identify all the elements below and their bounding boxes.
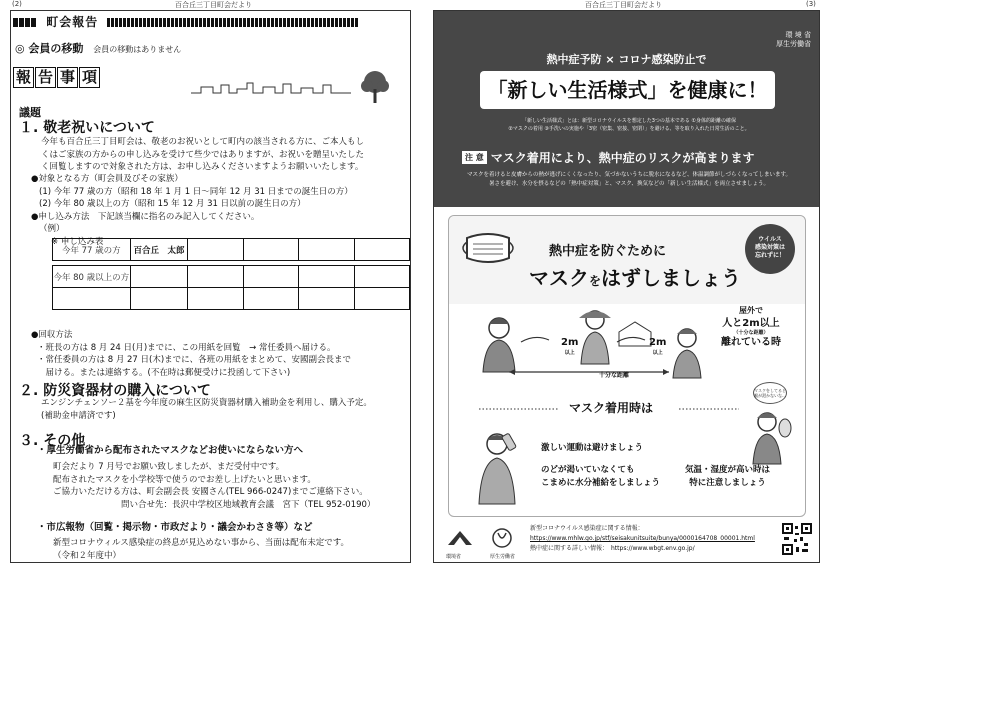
target-item: (1) 今年 77 歳の方（昭和 18 年 1 月 1 日～同年 12 月 31 日までの誕生日の方） [39,186,353,197]
card-subtitle: 熱中症を防ぐために [549,244,667,259]
form-cell[interactable] [299,288,354,310]
caution-banner [462,149,755,166]
poster-header [434,11,819,207]
mask-removal-card [448,215,806,517]
house-icon [619,322,651,346]
person-icon [579,311,611,364]
form-caption: ※ 申し込み表 [51,236,104,247]
mask-wearing-heading: マスク着用時は [569,401,654,415]
form-cell[interactable] [243,288,298,310]
body-line: (補助金申請済です) [41,410,116,421]
virus-reminder-badge [745,224,795,274]
section-1-body [41,136,364,174]
bubble-line: 喉が渇かないな... [754,393,786,398]
tip-line: のどが渇いていなくても [541,465,635,475]
application-form-table [52,238,410,310]
body-line: ご協力いただける方は、町会副会長 安國さん(TEL 966-0247)までご連絡下さい。 [53,487,368,497]
enough-distance-label: 十分な距離 [599,372,630,379]
distance-value: 2m [561,337,579,348]
ministry-names [776,31,811,49]
outdoor-line: （十分な距離） [733,330,769,336]
fanning-person-icon [745,406,795,466]
warn-line: 暑さを避け、水分を摂るなどの「熱中症対策」と、マスク、換気などの「新しい生活様式」を両立させましょう。 [488,181,770,187]
bubble-line: マスクをしてると [754,388,786,393]
tip-line: 気温・湿度が高い時は [685,465,771,475]
section-3-sub2-body [53,537,349,562]
member-changes-label: ◎ 会員の移動 [15,42,84,55]
form-row-label: 今年 77 歳の方 [53,239,131,261]
body-line: エンジンチェンソー２基を今年度の麻生区防災資器材購入補助金を利用し、購入予定。 [41,398,372,408]
report-title-char: 告 [35,67,56,88]
form-cell[interactable] [243,266,298,288]
form-cell[interactable] [299,239,354,261]
report-title-char: 報 [13,67,34,88]
target-item: (2) 今年 80 歳以上の方（昭和 15 年 12 月 31 日以前の誕生日の方） [39,199,306,209]
application-method: ●申し込み方法 下記該当欄に指名のみ記入してください。 [31,211,260,222]
desc-line: 「新しい生活様式」とは：新型コロナウイルスを想定した3つの基本である ①身体的距離の確保 [522,118,736,124]
section-3-sub1-body [53,461,375,511]
section-2-body [41,397,372,422]
caution-message: マスク着用により、熱中症のリスクが高まります [490,151,755,165]
section-title: 町会報告 [46,15,99,29]
badge-line: 感染対策は [754,244,785,251]
report-title-char: 事 [57,67,78,88]
right-running-header: 百合丘三丁目町会だより [585,1,662,9]
form-cell[interactable] [354,288,409,310]
outdoor-distance-note [721,304,781,349]
form-cell[interactable] [243,239,298,261]
report-title [13,67,101,88]
info-link-url[interactable]: https://www.mhlw.go.jp/stf/seisakunitsuite/bunya/0000164708_00001.html [530,535,755,542]
desc-line: ②マスクの着用 ③手洗いの実施や「3密（密集、密接、密閉）」を避ける、等を取り入れた日常生活のこと。 [508,126,750,132]
info-link-heat[interactable]: 熱中症に関する詳しい情報： https://www.wbgt.env.go.jp/ [530,545,695,552]
form-cell[interactable] [188,239,243,261]
form-example-name: 百合丘 太郎 [130,239,188,261]
card-title-part: マスク [529,266,589,290]
speech-bubble [753,382,787,404]
ministry-name: 環 境 省 [785,31,811,39]
left-running-header: 百合丘三丁目町会だより [175,1,252,9]
body-line: 今年も百合丘三丁目町会は、敬老のお祝いとして町内の該当される方に、ご本人もし [41,137,365,147]
form-cell[interactable] [299,266,354,288]
mask-icon [459,230,517,268]
member-changes-note: 会員の移動はありません [93,45,182,54]
table-row [53,288,410,310]
distance-left-label [561,338,578,358]
right-page-poster [433,10,820,563]
form-cell[interactable] [188,266,243,288]
section-3-sub2: ・市広報物（回覧・掲示物・市政だより・議会かわさき等）など [37,522,313,533]
distance-right-label [649,338,666,358]
table-row [53,239,410,261]
health-ministry-logo-icon [493,529,511,547]
contact-line: 問い合せ先：長沢中学校区地域教育会議 宮下（TEL 952-0190） [121,499,376,510]
outdoor-line: 人と2m以上 [722,318,780,329]
environment-ministry-caption: 環境省 [446,554,462,560]
target-label: ●対象となる方（町会員及びその家族） [31,174,183,184]
tip-hydrate [541,464,660,490]
form-cell[interactable] [354,266,409,288]
outdoor-line: 屋外で [739,306,763,315]
tip-line: 特に注意しましょう [689,478,766,488]
card-title-particle: を [589,274,602,288]
collect-line: ・班長の方は 8 月 24 日(月)までに、この用紙を回覧 → 常任委員へ届ける。 [37,342,336,353]
form-cell[interactable] [130,288,188,310]
tip-avoid-exercise: 激しい運動は避けましょう [541,443,644,453]
badge-line: ウイルス [758,236,782,243]
form-cell[interactable] [130,266,188,288]
collection-method [31,329,351,379]
distance-value: 2m [649,337,667,348]
form-cell[interactable] [188,288,243,310]
distance-suffix: 以上 [564,350,575,356]
tip-heat-humidity [685,464,770,490]
caution-tag: 注 意 [462,151,487,164]
drinking-person-icon [471,426,531,506]
person-icon [483,318,515,372]
target-section [31,173,353,248]
collect-line: ・常任委員の方は 8 月 27 日(木)までに、各班の用紙をまとめて、安國副会長まで [37,355,351,365]
tree-icon [355,69,395,105]
table-row [53,266,410,288]
form-cell[interactable] [53,288,131,310]
ministry-logos [444,527,524,553]
body-line: く回覧しますので対象された方は、お申し込みくださいますようお願いいたします。 [41,162,364,172]
report-title-char: 項 [79,67,100,88]
card-main-title [529,262,741,291]
outdoor-line: 離れている時 [721,337,781,348]
section-title-bar [13,13,409,30]
example-label: （例） [39,224,65,234]
body-line: （令和２年度中） [53,550,122,561]
warn-line: マスクを着けると皮膚からの熱が逃げにくくなったり、気づかないうちに脱水になるなど、体温調節がしづらくなってしまいます。 [466,172,792,178]
body-line: くはご家族の方からの申し込みを受けて些少ではありますが、お祝いを贈呈いたした [41,149,365,160]
ministry-name: 厚生労働省 [776,40,811,48]
person-icon [673,329,701,378]
skyline-icon [191,79,351,97]
form-row-label: 今年 80 歳以上の方 [53,266,131,288]
card-title-part: はずしましょう [601,266,742,290]
tip-line: こまめに水分補給をしましょう [541,478,661,488]
poster-subtitle: 熱中症予防 × コロナ感染防止で [546,53,707,66]
health-ministry-caption: 厚生労働省 [490,554,516,560]
form-cell[interactable] [354,239,409,261]
environment-ministry-logo-icon [448,531,472,545]
distance-suffix: 以上 [652,350,663,356]
right-page-number: (3) [806,0,816,8]
warning-text [454,171,804,189]
left-page [10,10,411,563]
poster-description [474,117,784,133]
agenda-label: 議題 [19,106,41,119]
section-3-sub1: ・厚生労働省から配布されたマスクなどお使いにならない方へ [37,445,304,456]
info-links [530,524,755,554]
member-changes [15,40,181,56]
body-line: 町会だより 7 月号でお願い致しましたが、まだ受付中です。 [53,462,285,472]
section-2-heading: ２. 防災資器材の購入について [19,383,211,399]
info-link-label: 新型コロナウイルス感染症に関する情報： [530,525,644,532]
badge-line: 忘れずに！ [754,252,785,259]
collect-label: ●回収方法 [31,330,73,340]
section-3-heading: ３. その他 [19,433,86,449]
distance-illustration [469,302,719,382]
poster-main-title: 「新しい生活様式」を健康に！ [480,71,775,109]
body-line: 配布されたマスクを小学校等で使うのでお差し上げたいと思います。 [53,474,316,485]
body-line: 新型コロナウィルス感染症の終息が見込めない事から、当面は配布未定です。 [53,538,350,548]
left-page-number: (2) [12,0,22,8]
collect-line: 届ける。または連絡する。(不在時は郵便受けに投函して下さい) [37,367,291,378]
section-1-heading: １. 敬老祝いについて [19,120,155,136]
qr-code-icon[interactable] [782,523,812,555]
